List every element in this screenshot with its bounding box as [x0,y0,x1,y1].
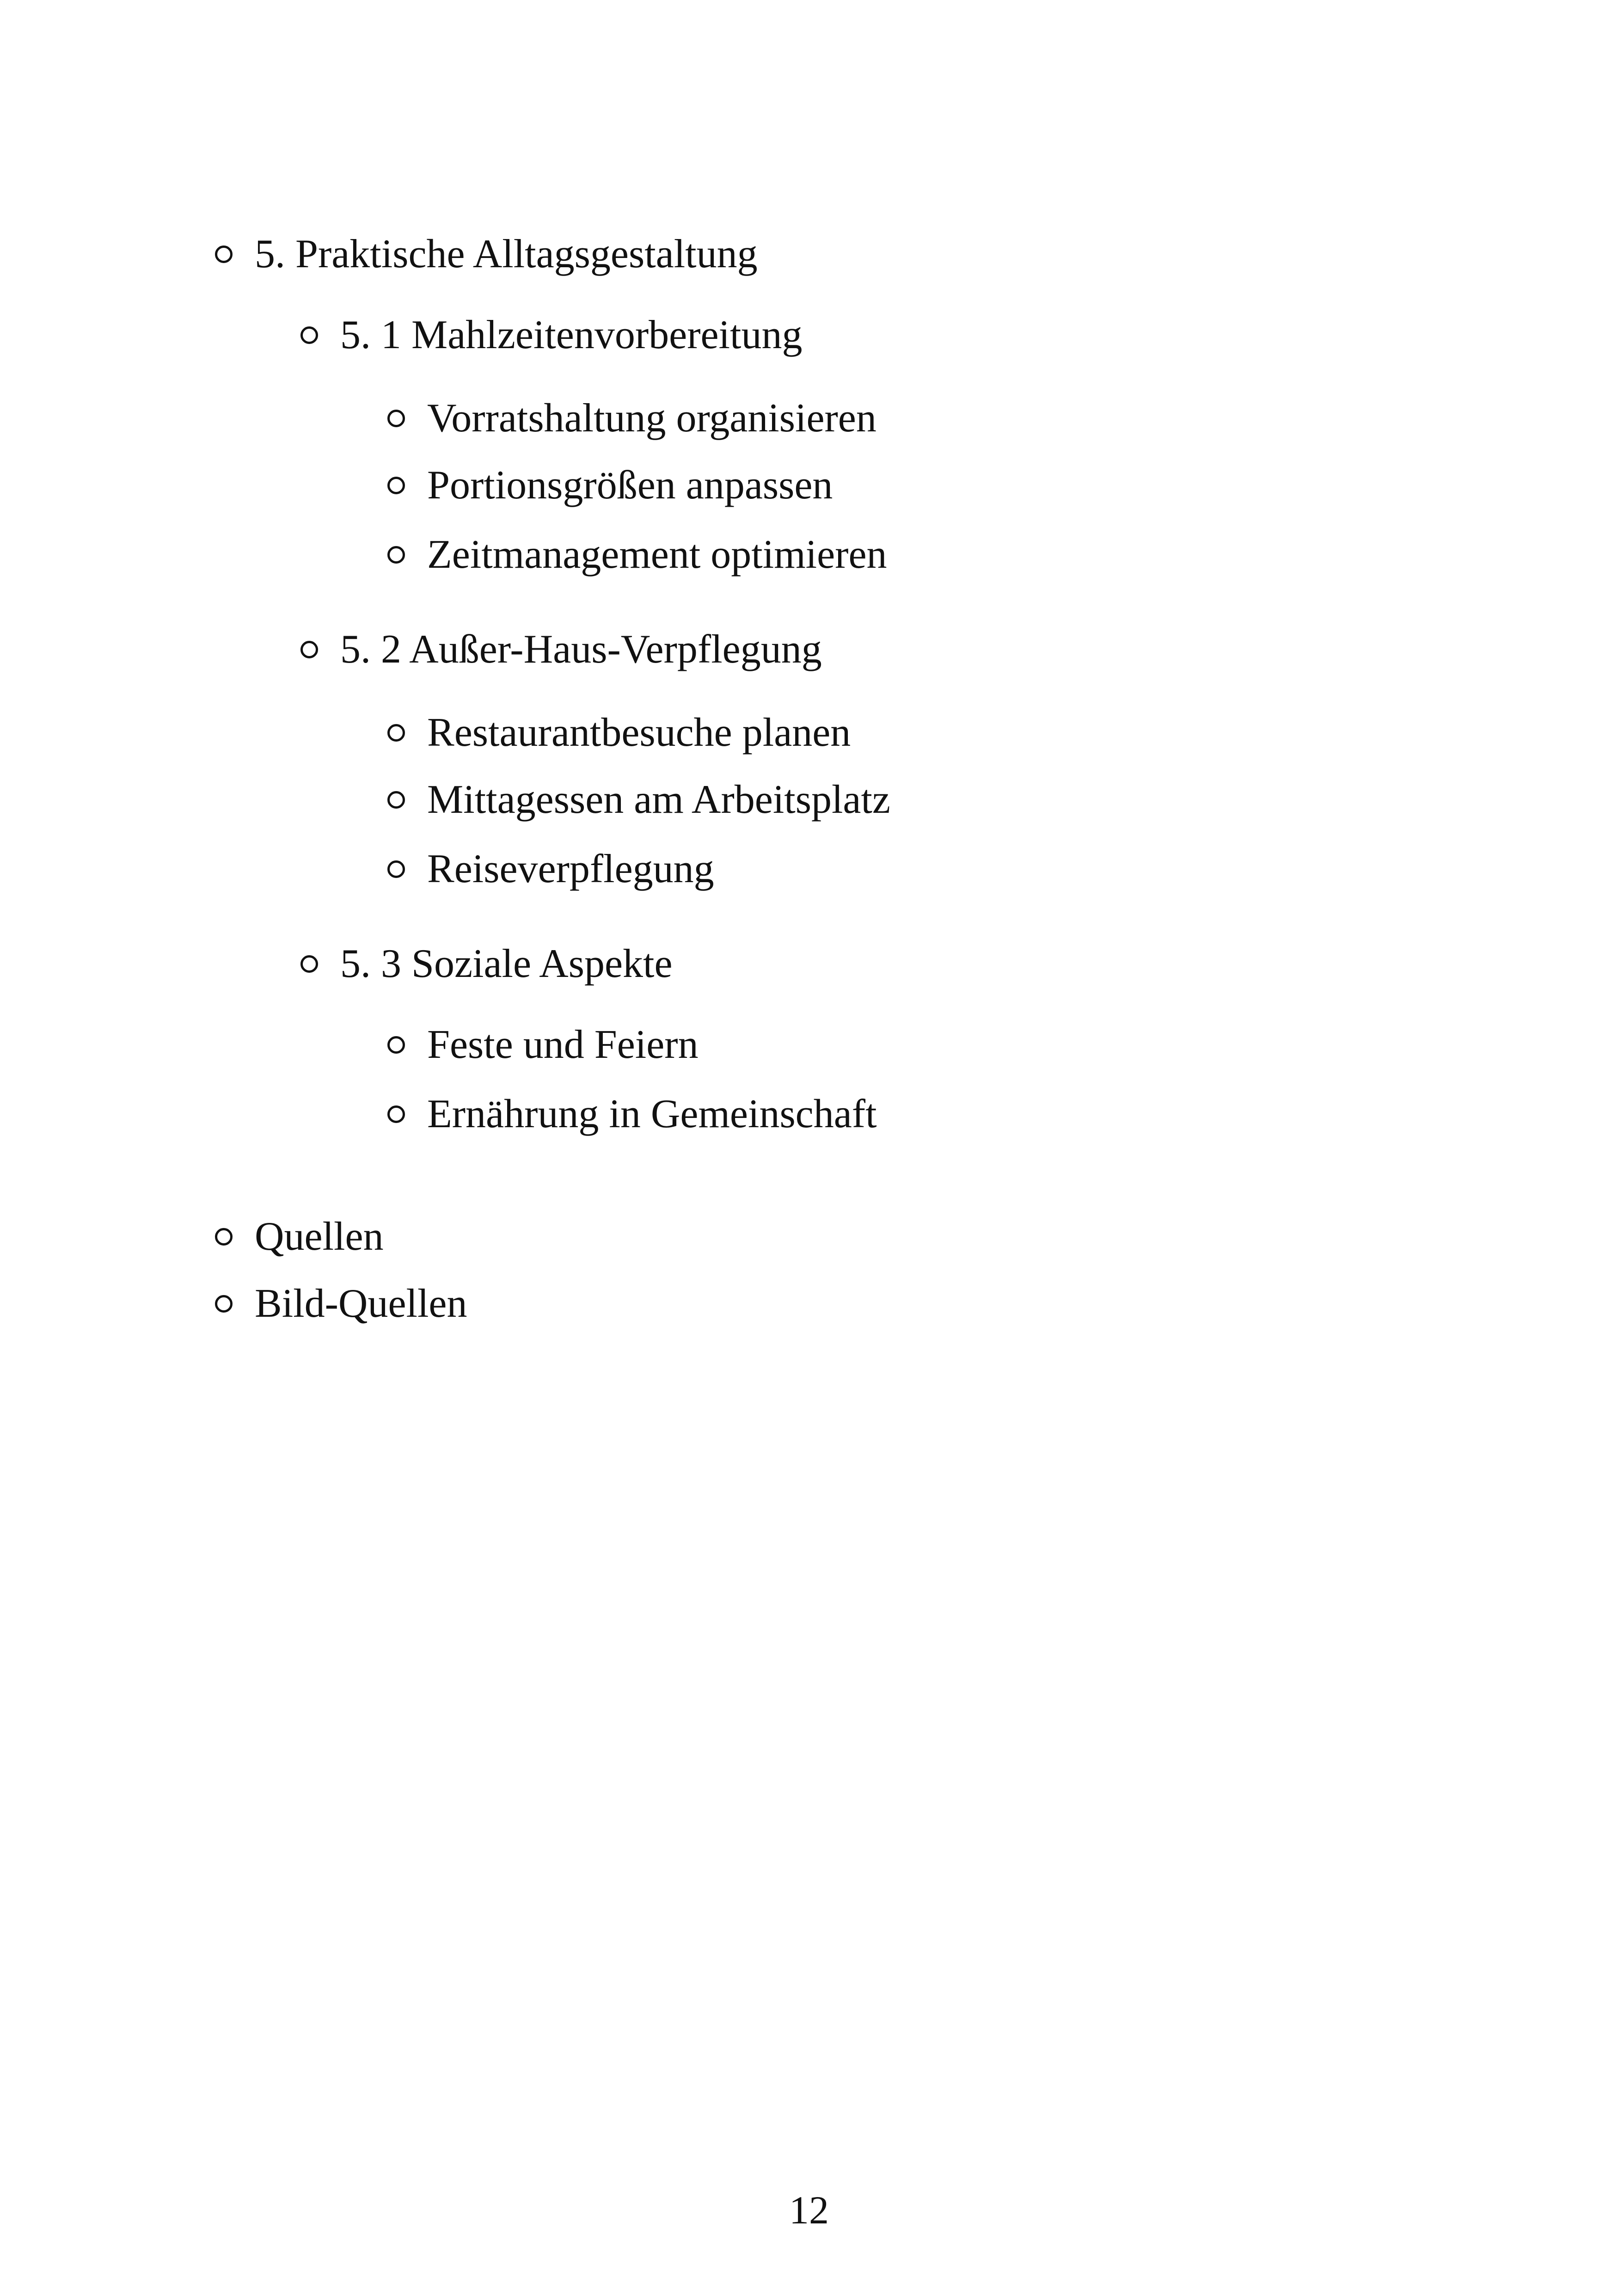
toc-item-quellen [215,1214,384,1260]
toc-item-text: 5. 1 Mahlzeitenvorbereitung [340,313,803,357]
toc-item-section-5-2 [300,626,822,673]
toc-item-reiseverpflegung [387,846,714,892]
toc-item-text: 5. Praktische Alltagsgestaltung [255,232,758,276]
toc-item-section-5-1 [300,312,802,358]
circle-bullet-icon [300,641,318,658]
circle-bullet-icon [387,546,405,564]
toc-item-text: Restaurantbesuche planen [427,710,851,755]
toc-item-section-5-3 [300,941,673,987]
circle-bullet-icon [215,1228,233,1246]
circle-bullet-icon [215,246,233,263]
toc-item-chapter-5 [215,231,758,277]
toc-item-bild-quellen [215,1281,467,1327]
circle-bullet-icon [387,1036,405,1054]
page-number: 12 [789,2188,829,2232]
toc-item-text: Bild-Quellen [255,1281,467,1326]
toc-item-text: Portionsgrößen anpassen [427,463,833,508]
toc-item-restaurantbesuche [387,710,851,756]
toc-item-feste [387,1022,699,1068]
toc-item-text: Quellen [255,1214,384,1259]
toc-item-text: Feste und Feiern [427,1022,699,1067]
toc-item-text: Vorratshaltung organisieren [427,396,876,441]
toc-item-mittagessen [387,777,890,823]
toc-item-zeitmanagement [387,532,887,578]
circle-bullet-icon [387,477,405,494]
toc-item-portionsgroessen [387,462,833,509]
toc-item-text: Mittagessen am Arbeitsplatz [427,777,890,822]
circle-bullet-icon [387,860,405,878]
toc-item-text: Reiseverpflegung [427,847,714,891]
circle-bullet-icon [387,791,405,809]
toc-item-text: 5. 3 Soziale Aspekte [340,941,673,986]
toc-item-text: Zeitmanagement optimieren [427,532,887,577]
toc-item-ernaehrung-gemeinschaft [387,1091,877,1137]
circle-bullet-icon [215,1295,233,1313]
circle-bullet-icon [300,955,318,973]
circle-bullet-icon [387,1105,405,1123]
circle-bullet-icon [387,724,405,742]
circle-bullet-icon [387,410,405,427]
toc-item-text: Ernährung in Gemeinschaft [427,1092,877,1136]
toc-item-text: 5. 2 Außer-Haus-Verpflegung [340,627,822,672]
toc-item-vorratshaltung [387,395,876,442]
circle-bullet-icon [300,326,318,344]
